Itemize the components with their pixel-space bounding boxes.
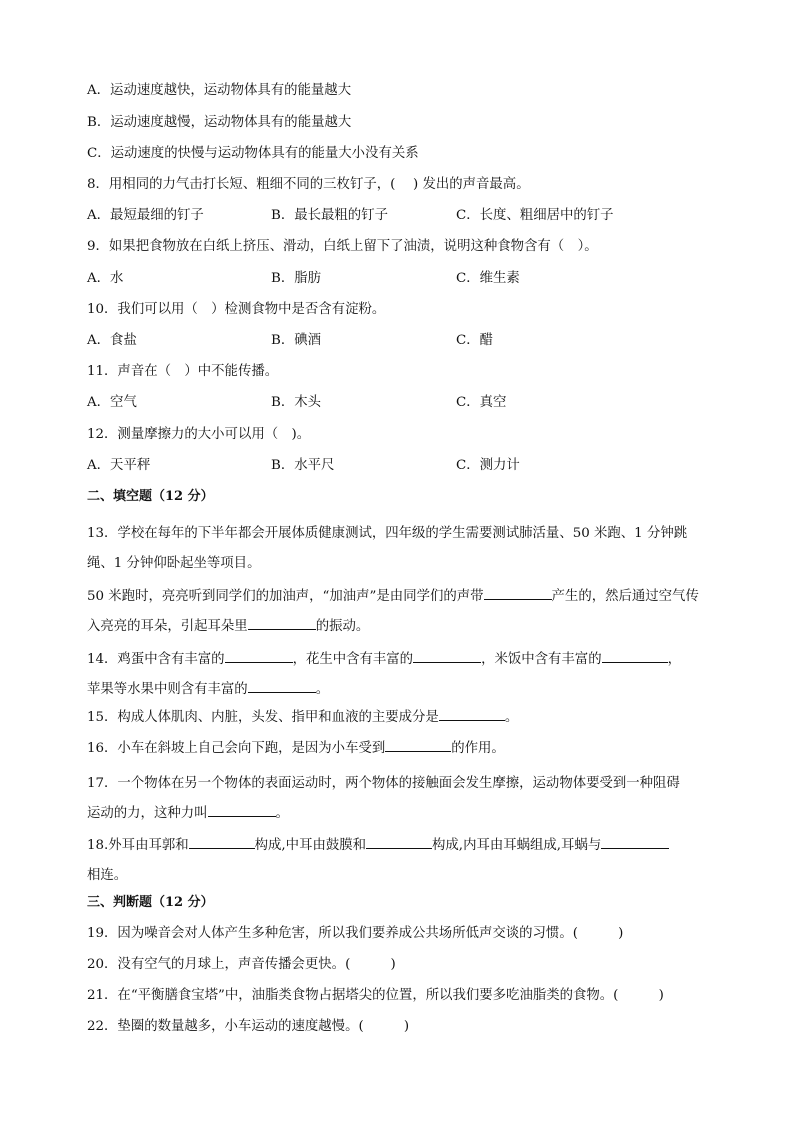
q17-text-3: 。 (275, 806, 289, 821)
q18-blank-2[interactable] (366, 835, 432, 849)
q16-question (87, 738, 505, 758)
q13-blank-2[interactable] (248, 616, 316, 630)
q16-text-2: 的作用。 (451, 741, 505, 756)
q14-blank-2[interactable] (413, 649, 481, 663)
q11-option-a: A．空气 (87, 395, 137, 410)
q21-statement: 21．在“平衡膳食宝塔”中，油脂类食物占据塔尖的位置，所以我们要多吃油脂类的食物。( ) (87, 988, 664, 1003)
q13-question (87, 582, 709, 642)
q17-question (87, 769, 709, 829)
q18-text-4: 相连。 (87, 868, 128, 883)
q12-option-c: C．测力计 (456, 458, 520, 473)
q14-text-4: ， (667, 652, 681, 667)
q22-statement: 22．垫圈的数量越多，小车运动的速度越慢。( ) (87, 1019, 410, 1034)
section-heading-fill-in: 二、填空题（12 分） (87, 489, 214, 504)
q10-option-c: C．醋 (456, 333, 494, 348)
q12-stem: 12．测量摩擦力的大小可以用（ )。 (87, 427, 311, 442)
q12-option-a: A．天平秤 (87, 458, 151, 473)
q18-question (87, 831, 712, 891)
q10-option-b: B．碘酒 (271, 333, 322, 348)
q14-blank-1[interactable] (225, 649, 293, 663)
q18-blank-3[interactable] (601, 835, 669, 849)
q14-question (87, 645, 702, 705)
q13-text-1: 50 米跑时，亮亮听到同学们的加油声，“加油声”是由同学们的声带 (87, 589, 484, 604)
q15-text-1: 15．构成人体肌肉、内脏，头发、指甲和血液的主要成分是 (87, 710, 439, 725)
q13-intro: 13．学校在每年的下半年都会开展体质健康测试，四年级的学生需要测试肺活量、50 米跑、1 分钟跳绳、1 分钟仰卧起坐等项目。 (87, 526, 688, 571)
q14-blank-4[interactable] (248, 679, 316, 693)
q18-text-1: 18.外耳由耳郭和 (87, 838, 189, 853)
q10-option-a: A．食盐 (87, 333, 137, 348)
q7-option-b: B．运动速度越慢，运动物体具有的能量越大 (87, 115, 352, 130)
q7-option-a: A．运动速度越快，运动物体具有的能量越大 (87, 83, 352, 98)
q9-option-c: C．维生素 (456, 271, 520, 286)
q20-statement: 20．没有空气的月球上，声音传播会更快。( ) (87, 957, 396, 972)
q11-option-b: B．木头 (271, 395, 322, 410)
q8-stem: 8．用相同的力气击打长短、粗细不同的三枚钉子，( ) 发出的声音最高。 (87, 177, 530, 192)
q11-option-c: C．真空 (456, 395, 507, 410)
q15-question (87, 707, 518, 727)
q14-text-1: 14．鸡蛋中含有丰富的 (87, 652, 225, 667)
q13-text-3: 的振动。 (315, 619, 370, 634)
q13-text-2: 产生的，然后通过空气传入亮亮的耳朵，引起耳朵里 (87, 589, 699, 634)
q14-text-6: 。 (315, 682, 330, 697)
q14-text-5: 苹果等水果中则含有丰富的 (87, 682, 248, 697)
q18-blank-1[interactable] (189, 835, 255, 849)
q9-stem: 9．如果把食物放在白纸上挤压、滑动，白纸上留下了油渍，说明这种食物含有（ ）。 (87, 239, 598, 254)
q14-text-3: ，米饭中含有丰富的 (481, 652, 602, 667)
q11-stem: 11．声音在（ ）中不能传播。 (87, 364, 279, 379)
section-heading-true-false: 三、判断题（12 分） (87, 895, 214, 910)
q9-option-a: A．水 (87, 271, 124, 286)
q14-blank-3[interactable] (602, 649, 668, 663)
q17-blank[interactable] (208, 803, 276, 817)
q15-text-2: 。 (504, 710, 519, 725)
q15-blank[interactable] (439, 707, 505, 721)
q17-text-1: 17．一个物体在另一个物体的表面运动时，两个物体的接触面会发生摩擦，运动物体要受到一种阻碍 (87, 776, 680, 791)
q9-option-b: B．脂肪 (271, 271, 322, 286)
q10-stem: 10．我们可以用（ ）检测食物中是否含有淀粉。 (87, 302, 386, 317)
q18-text-3: 构成,内耳由耳蜗组成,耳蜗与 (432, 838, 602, 853)
q12-option-b: B．水平尺 (271, 458, 335, 473)
q16-blank[interactable] (385, 738, 451, 752)
q14-text-2: ，花生中含有丰富的 (292, 652, 414, 667)
q16-text-1: 16．小车在斜坡上自己会向下跑，是因为小车受到 (87, 741, 386, 756)
q8-option-b: B．最长最粗的钉子 (271, 208, 388, 223)
q19-statement: 19．因为噪音会对人体产生多种危害，所以我们要养成公共场所低声交谈的习惯。( ) (87, 926, 624, 941)
q7-option-c: C．运动速度的快慢与运动物体具有的能量大小没有关系 (87, 146, 419, 161)
q8-option-c: C．长度、粗细居中的钉子 (456, 208, 614, 223)
q18-text-2: 构成,中耳由鼓膜和 (254, 838, 367, 853)
q8-option-a: A．最短最细的钉子 (87, 208, 204, 223)
q17-text-2: 运动的力，这种力叫 (87, 806, 208, 821)
q13-blank-1[interactable] (484, 586, 552, 600)
